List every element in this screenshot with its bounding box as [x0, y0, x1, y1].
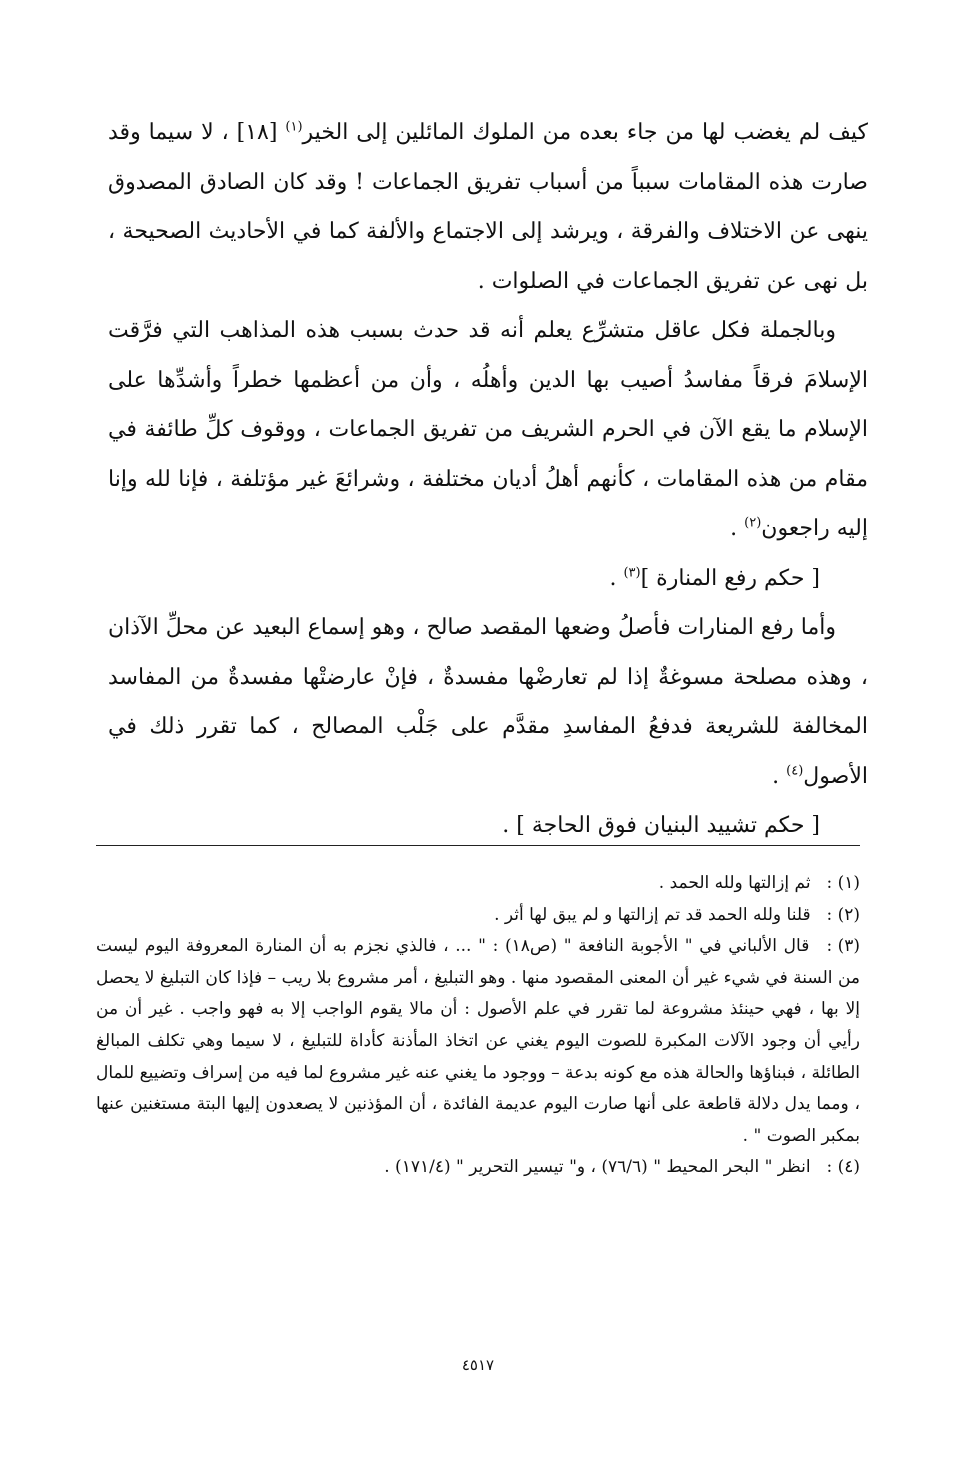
main-text [108, 108, 868, 851]
footnote-number: (٢) : [826, 904, 860, 925]
paragraph-2: وبالجملة فكل عاقل متشرِّع يعلم أنه قد حدث بسبب هذه المذاهب التي فرَّقت الإسلامَ فرقاً مفاسدُ أصيب بها الدين وأهلُه ، وأن من أعظمها خطراً وأشدِّها على الإسلام ما يقع الآن في الحرم الشريف من تفريق الجماعات ، ووقوف كلِّ طائفة في مقام من هذه المقامات ، كأنهم أهلُ أديان مختلفة ، وشرائعَ غير مؤتلفة ، فإنا لله وإنا إليه راجعون$^{(٢)}$ . [108, 318, 868, 541]
footnote-text: قال الألباني في " الأجوبة النافعة " (ص١٨) : " ... ، فالذي نجزم به أن المنارة المعروفة اليوم ليست من السنة في شيء غير أن المعنى المقصود منها . وهو التبليغ ، أمر مشروع بلا ريب – فإذا كان التبليغ لا يحصل إلا بها ، فهي حينئذ مشروعة لما تقرر في علم الأصول : أن مالا يقوم الواجب إلا به فهو واجب . غير أن من رأيي أن وجود الآلات المكبرة للصوت اليوم يغني عن اتخاذ المأذنة كأداة للتبليغ ، لا سيما وهي تكلف المبالغ الطائلة ، فبناؤها والحالة هذه مع كونه بدعة – ووجود ما يغني عنه غير مشروع لما فيه من إسراف وتضييع للمال ، ومما يدل دلالة قاطعة على أنها صارت اليوم عديمة الفائدة ، أن المؤذنين لا يصعدون إليها البتة مستغنين عنها بمكبر الصوت " . [96, 936, 861, 1146]
footnote-number: (٤) : [826, 1157, 860, 1178]
footnote-number: (١) : [826, 873, 860, 893]
footnote-1 [96, 868, 860, 900]
footnote-ref-2[interactable]: (٢) [744, 515, 762, 531]
section-heading-minaret: [ حكم رفع المنارة ]$^{(٣)}$ . [609, 565, 820, 591]
footnotes [96, 868, 860, 1184]
footnote-text: ثم إزالتها ولله الحمد . [658, 873, 811, 893]
footnote-divider [96, 845, 860, 846]
footnote-4 [96, 1152, 860, 1184]
page-number: ٤٥١٧ [461, 1356, 495, 1374]
footnote-text: انظر " البحر المحيط " (٧٦/٦) ، و" تيسير التحرير " (١٧١/٤) . [384, 1157, 811, 1178]
footnote-text: قلنا ولله الحمد قد تم إزالتها و لم يبق لها أثر . [494, 904, 811, 925]
section-heading-building: [ حكم تشييد البنيان فوق الحاجة ] . [502, 813, 820, 838]
paragraph-1: كيف لم يغضب لها من جاء بعده من الملوك المائلين إلى الخير$^{(١)}$ [١٨] ، لا سيما وقد صارت هذه المقامات سبباً من أسباب تفريق الجماعات ! وقد كان الصادق المصدوق ينهى عن الاختلاف والفرقة ، ويرشد إلى الاجتماع والألفة كما في الأحاديث الصحيحة ، بل نهى عن تفريق الجماعات في الصلوات . [108, 119, 869, 294]
footnote-3 [96, 931, 860, 1152]
paragraph-3: وأما رفع المنارات فأصلُ وضعها المقصد صالح ، وهو إسماع البعيد عن محلِّ الآذان ، وهذه مصلحة مسوغةٌ إذا لم تعارضْها مفسدةٌ ، فإنْ عارضتْها مفسدةٌ من المفاسد المخالفة للشريعة فدفعُ المفاسدِ مقدَّم على جَلْب المصالح ، كما تقرر ذلك في الأصول$^{(٤)}$ . [108, 615, 868, 789]
footnote-ref-3[interactable]: (٣) [623, 565, 641, 581]
footnote-ref-1[interactable]: (١) [285, 119, 303, 135]
footnote-ref-4[interactable]: (٤) [786, 763, 804, 779]
footnote-2 [96, 900, 860, 932]
footnote-number: (٣) : [826, 936, 861, 957]
